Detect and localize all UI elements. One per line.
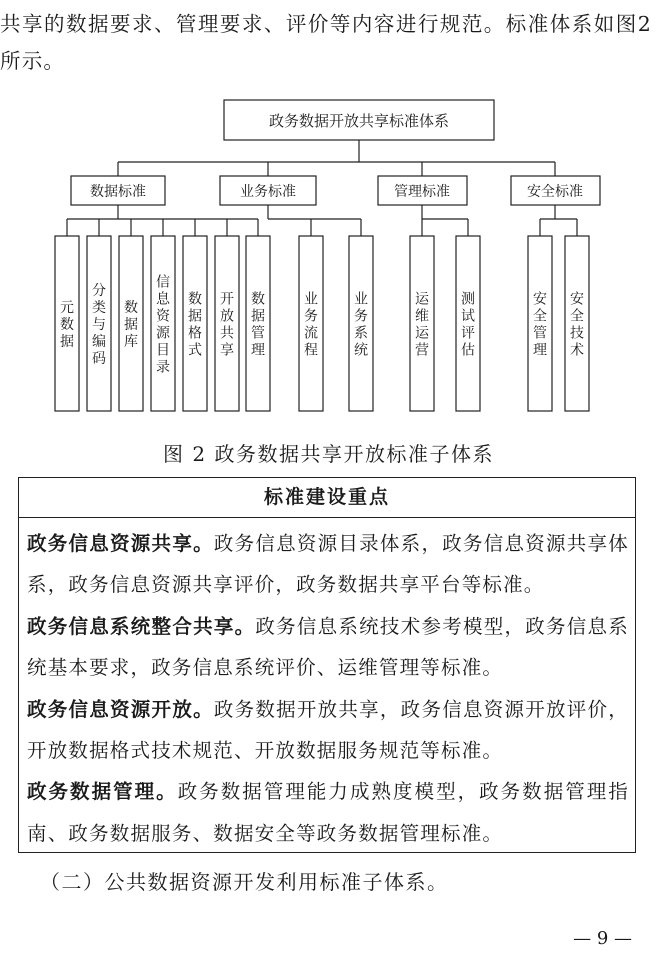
diagram-leaf-label: 安全管理 xyxy=(533,291,547,359)
key-points-title: 标准建设重点 xyxy=(19,478,635,518)
intro-paragraph: 共享的数据要求、管理要求、评价等内容进行规范。标准体系如图2所示。 xyxy=(0,12,652,73)
key-point-text: 政务信息系统技术参考模型，政务信息系统基本要求，政务信息系统评价、运维管理等标准。 xyxy=(27,614,629,680)
key-point-text: 政务数据开放共享，政务信息资源开放评价，开放数据格式技术规范、开放数据服务规范等标准。 xyxy=(27,697,629,763)
diagram-category-label: 管理标准 xyxy=(394,184,450,200)
key-points-body xyxy=(19,518,635,854)
key-point-item xyxy=(27,523,629,606)
diagram-leaf-label: 运维运营 xyxy=(415,291,429,359)
diagram-leaf-label: 开放共享 xyxy=(220,291,234,359)
diagram-leaf-label: 数据格式 xyxy=(188,291,202,359)
diagram-leaf-label: 元数据 xyxy=(60,300,74,350)
diagram-root-label: 政务数据开放共享标准体系 xyxy=(268,112,450,130)
key-point-heading: 政务信息系统整合共享。 xyxy=(27,614,256,638)
figure-caption: 图 2 政务数据共享开放标准子体系 xyxy=(163,442,494,466)
key-point-text: 政务数据管理能力成熟度模型，政务数据管理指南、政务数据服务、数据安全等政务数据管理标准。 xyxy=(27,780,630,845)
diagram-leaf-label: 安全技术 xyxy=(570,291,584,359)
diagram-category-label: 业务标准 xyxy=(240,184,296,200)
diagram-leaf-label: 业务流程 xyxy=(304,291,318,359)
section-heading: （二）公共数据资源开发利用标准子体系。 xyxy=(40,870,449,894)
diagram-category-label: 数据标准 xyxy=(90,184,146,200)
key-point-text: 政务信息资源目录体系，政务信息资源共享体系，政务信息资源共享评价，政务数据共享平台等标准。 xyxy=(27,532,629,597)
key-point-heading: 政务数据管理。 xyxy=(27,780,178,804)
page-number: — 9 — xyxy=(573,928,632,949)
diagram-leaf-label: 业务系统 xyxy=(354,291,368,359)
key-point-item xyxy=(27,689,629,772)
standard-system-diagram xyxy=(0,0,657,430)
diagram-leaf-label: 测试评估 xyxy=(461,291,475,359)
diagram-leaf-label: 数据库 xyxy=(124,300,138,350)
diagram-category-label: 安全标准 xyxy=(527,184,583,200)
diagram-leaf-label: 信息资源目录 xyxy=(156,274,170,376)
key-point-heading: 政务信息资源共享。 xyxy=(27,532,214,555)
key-points-box xyxy=(18,477,636,853)
key-point-heading: 政务信息资源开放。 xyxy=(27,697,214,721)
diagram-leaf-label: 数据管理 xyxy=(251,291,265,359)
key-point-item xyxy=(27,606,629,689)
key-point-item xyxy=(27,771,629,854)
diagram-leaf-label: 分类与编码 xyxy=(92,283,106,367)
